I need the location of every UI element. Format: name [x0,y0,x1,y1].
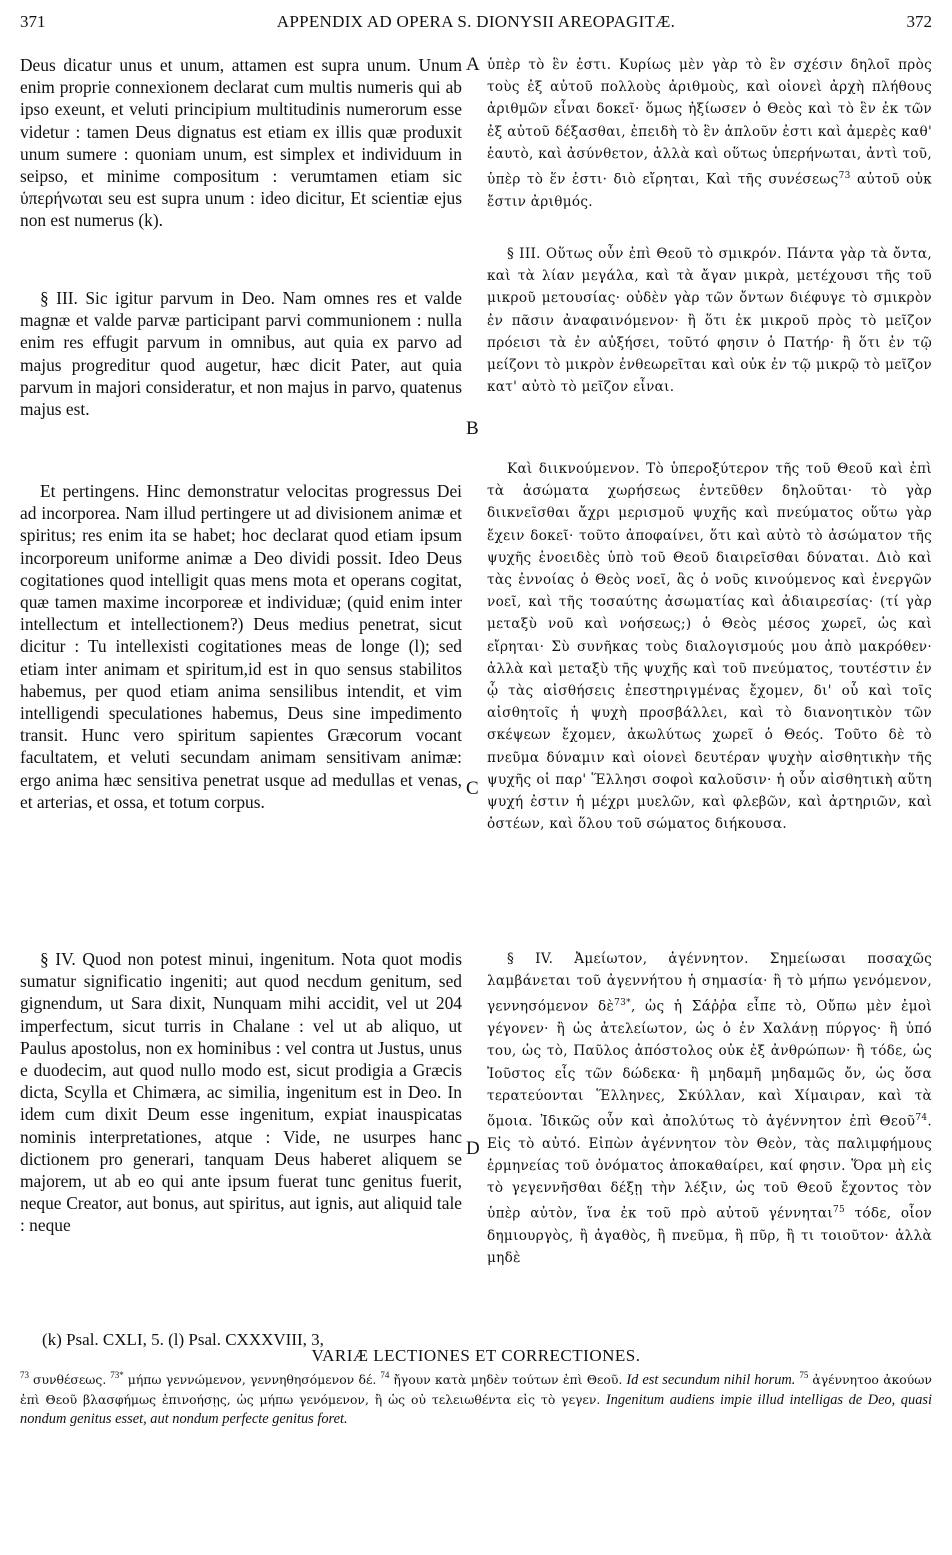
note-number: 75 [799,1370,809,1380]
latin-text: Deus dicatur unus et unum, attamen est supra unum. Unum enim proprie connexionem declarat cum multis numeris qui ab ipso exeunt, et veluti principium multitudinis numerorum esse videtur : tamen Deus dignatus est etiam ex illis quæ produxit unum sumere : quoniam unum, est simplex et individuum in seipso, et minime compositum : verumtamen etiam sic ὑπερήνωται seu est supra unum : ideo dicitur, Et scientiæ ejus non est numerus (k). [20,55,462,231]
note-text: μήπω γεννώμενον, γεννηθησόμενον δέ. [127,1371,377,1387]
variae-notes [20,1366,932,1429]
page-header [20,8,932,38]
latin-paragraph-3 [20,480,462,813]
note-latin: Ingenitum audiens impie illud intelligas de Deo, quasi nondum genitus esset, aut nondum perfecte genitus foret. [20,1391,932,1427]
greek-text: , ὡς ἡ Σάῤῥα εἶπε τὸ, Οὔπω μὲν ἐμοὶ γέγονεν· ἢ ὡς ἀτελείωτον, ὡς ὁ ἐν Χαλάνῃ πύργος· ἢ ὑπό του, ὡς τὸ, Παῦλος ἀπόστολος οὐκ ἐξ ἀνθρώπων· ἢ τόδε, ὡς Ἰοῦστος εἷς τῶν δώδεκα· ἢ μηδαμῆ μηδαμῶς ὄν, ὡς ὅσα τερατεύονται Ἕλληνες, Σκύλλαν, καὶ Χίμαιραν, καὶ τὰ ὅμοια. Ἰδικῶς οὖν καὶ ἀπολύτως τὸ ἀγέννητον ἐπὶ Θεοῦ [487,998,932,1130]
note-number: 73* [110,1370,124,1380]
margin-letter-a: A [466,54,480,75]
footnote-ref: 73* [614,998,631,1009]
note-text: ἀγέννητοο ἀκούων ἐπὶ Θεοῦ βλασφήμως ἐπινοήσῃς, ὡς μήπω γενόμενον, ἢ ὡς οὐ τελειωθέντα εἰς τὸ γεγεν. [20,1371,932,1407]
latin-paragraph-1 [20,54,462,232]
greek-paragraph-4 [487,948,932,1269]
margin-letter-c: C [466,778,479,799]
page-number-right: 372 [906,12,932,31]
greek-text: τόδε, οἷον δημιουργὸς, ἢ ἀγαθὸς, ἢ πνεῦμα, ἢ πῦρ, ἢ τι τοιοῦτον· ἀλλὰ μηδὲ [487,1205,933,1267]
footnote-ref: 75 [832,1205,846,1216]
greek-text: Καὶ διικνούμενον. Τὸ ὑπεροξύτερον τῆς τοῦ Θεοῦ καὶ ἐπὶ τὰ ἀσώματα χωρήσεως ἐντεῦθεν δηλοῦται· τὸ γὰρ διικνεῖσθαι ἄχρι μερισμοῦ ψυχῆς καὶ πνεύματος οὕτω γὰρ ἔχειν δοκεῖ· τοῦτο ἀποφαίνει, ὅτι καὶ αὐτὸ τὸ ἀσώματον τῆς ψυχῆς ἑνοειδὲς ὑπὸ τοῦ Θεοῦ διαιρεῖσθαι δύναται. Διὸ καὶ τὰς ἐννοίας ὁ Θεὸς νοεῖ, ἃς ὁ νοῦς κινούμενος καὶ ἐνεργῶν νοεῖ, καὶ τῆς τοσαύτης ἀσωματίας καὶ ἀδιαιρεσίας· (τί γὰρ μεταξὺ νοῦ καὶ νοήσεως;) ὁ Θεὸς μέσος χωρεῖ, ὡς καὶ εἴρηται· Σὺ συνῆκας τοὺς διαλογισμούς μου ἀπὸ μακρόθεν· ἀλλὰ καὶ μεταξὺ τῆς ψυχῆς καὶ τοῦ πνεύματος, τουτέστιν ἐν ᾧ τὰς αἰσθήσεις ἐπεστηριγμένας ἔχομεν, δι' οὗ καὶ τοῖς αἰσθητοῖς ἡ ψυχὴ προσβάλλει, καὶ τὸ διανοητικὸν τῶν σκέψεων ἔχομεν, ἀκωλύτως χωρεῖ ὁ Θεός. Τοῦτο δὲ τὸ πνεῦμα δύναμιν καὶ οἱονεὶ δευτέραν ψυχὴν αἰσθητικὴν τῆς ψυχῆς οἱ παρ' Ἕλλησι σοφοὶ καλοῦσιν· ἡ οὖν αἰσθητικὴ αὕτη ψυχή ἐστιν ἡ μέχρι μυελῶν, καὶ φλεβῶν, καὶ ἀρτηριῶν, καὶ ὀστέων, καὶ ὅλου τοῦ σώματος διήκουσα. [487,461,932,833]
note-text: ἤγουν κατὰ μηδὲν τούτων ἐπὶ Θεοῦ. [393,1371,623,1387]
note-number: 74 [380,1370,390,1380]
greek-text: αὐτοῦ οὐκ ἔστιν ἀριθμός. [487,171,932,210]
page-number-left: 371 [20,12,46,31]
margin-letter-d: D [466,1138,480,1159]
footnote-ref: 74 [915,1112,928,1123]
note-text: συνθέσεως. [33,1371,107,1387]
latin-text: Et pertingens. Hinc demonstratur velocitas progressus Dei ad incorporea. Nam illud pertingere ut ad divisionem animæ et spiritus; res enim ita se habet; hoc declarat quod etiam ipsum incorporeum uniforme animæ a Deo dividi possit. Ideo Deus cogitationes quod intelligit quas mens mota et operans cogitat, quæ tamen maxime incorporeæ et individuæ; (quid enim inter intellectum et intellectionem?) Deus medius penetrat, sicut dicitur : Tu intellexisti cogitationes meas de longe (l); sed etiam inter animam et spiritum,id est in quo sensus stabilitos habemus, per quod etiam anima sensilibus intendit, et vim intelligendi speculationes habemus, Deus sine impedimento transit. Hunc vero spiritum sapientes Græcorum vocant facultatem, et veluti secundam animam sensitivam animæ: ergo anima hæc sensitiva penetrat usque ad medullas et venas, et arterias, et ossa, et totum corpus. [20,481,462,812]
latin-paragraph-2 [20,287,462,420]
latin-text: § IV. Quod non potest minui, ingenitum. Nota quot modis sumatur significatio ingeniti; aut quod necdum genitum, sed gignendum, ut Sara dixit, Nunquam mihi accidit, vel ut 204 imperfectum, sicut turris in Chalane : vel ut ab aliquo, ut Paulus apostolus, non ex hominibus : vel contra ut Justus, unus e duodecim, aut quod nullo modo est, sicut prodigia a Græcis dicta, Scylla et Chimæra, ac similia, ingenitum est in Deo. In idem cum dixit Deum esse ingenitum, expiat inauspicatas nominis interpretationes, atque : Vide, ne usurpes hanc dictionem pro generari, tanquam Deus haberet aliquem se majorem, ut ab eo qui ante ipsum fuerat tunc genitus fuerit, neque Creator, aut bonus, aut spiritus, aut ignis, aut aliquid tale : neque [20,949,462,1236]
scripture-references: (k) Psal. CXLI, 5. (l) Psal. CXXXVIII, 3, [42,1330,324,1349]
latin-text: § III. Sic igitur parvum in Deo. Nam omnes res et valde magnæ et valde parvæ participant parvi communionem : nulla enim res effugit parvum in omnibus, aut quia ex parvo ad majus progreditur quod augetur, hæc dicit Pater, aut quia parvum in majori consideratur, et non majus in parvo, quatenus majus est. [20,288,462,420]
note-latin: Id est secundum nihil horum. [626,1371,796,1388]
greek-text: § III. Οὕτως οὖν ἐπὶ Θεοῦ τὸ σμικρόν. Πάντα γὰρ τὰ ὄντα, καὶ τὰ λίαν μεγάλα, καὶ τὰ ἄγαν μικρὰ, μετέχουσι τῆς τοῦ μικροῦ μετουσίας· οὐδὲν γὰρ τῶν ὄντων διέφυγε τὸ σμικρὸν ἐν πᾶσιν ἀναφαινόμενον· ἢ ὅτι ἐκ μικροῦ πρὸς τὸ μεῖζον πρόεισι τὰ ἐν αὐξήσει, τοῦτό φησιν ὁ Πατήρ· ἢ ὅτι ἐν τῷ μείζονι τὸ μικρὸν ἐνθεωρεῖται καὶ οὐκ ἐν τῷ μικρῷ τὸ μεῖζον κατ' αὐτὸ τὸ μεῖζον εἶναι. [487,246,932,396]
greek-text: . Εἰς τὸ αὐτό. Εἰπὼν ἀγέννητον τὸν Θεὸν, τὰς παλιμφήμους ἑρμηνείας τοῦ ὀνόματος ἀποκαθαίρει, καί φησιν. Ὅρα μὴ εἰς τὸ γεγεννῆσθαι δέξῃ τὴν λέξιν, ὡς τοῦ Θεοῦ ἔχοντος τὸν ὑπὲρ αὐτὸν, ἵνα ἐκ τοῦ πρὸ αὐτοῦ γέννηται [487,1113,932,1222]
variae-title: VARIÆ LECTIONES ET CORRECTIONES. [311,1346,641,1365]
note-number: 73 [20,1370,29,1380]
greek-text: ὑπὲρ τὸ ἓν ἐστι. Κυρίως μὲν γὰρ τὸ ἓν σχέσιν δηλοῖ πρὸς τοὺς ἐξ αὐτοῦ πολλοὺς ἀριθμοὺς, καὶ οἱονεὶ ἀρχὴ πλήθους ἀριθμῶν εἶναι δοκεῖ· ὅμως ἠξίωσεν ὁ Θεὸς καὶ τὸ ἓν ἐκ τῶν ἐξ αὐτοῦ δέξασθαι, ἐπειδὴ τὸ ἓν ἁπλοῦν ἐστι καὶ ἀμερὲς καθ' ἑαυτὸ, καὶ ἀσύνθετον, ἀλλὰ καὶ οὕτως ὑπερήνωται, ἀντὶ τοῦ, ὑπὲρ τὸ ἕν ἐστι· διὸ εἴρηται, Καὶ τῆς συνέσεως [487,57,932,188]
greek-paragraph-3 [487,458,932,835]
latin-paragraph-4 [20,948,462,1237]
margin-letter-b: B [466,418,479,439]
footnote-ref: 73 [838,171,851,182]
greek-paragraph-2 [487,243,932,398]
greek-paragraph-1 [487,54,932,213]
greek-text: § IV. Ἀμείωτον, ἀγέννητον. Σημείωσαι ποσαχῶς λαμβάνεται τοῦ ἀγεννήτου ἡ σημασία· ἢ τὸ μήπω γενόμενον, γεννησόμενον δὲ [487,951,932,1015]
running-title: APPENDIX AD OPERA S. DIONYSII AREOPAGITÆ. [276,12,676,31]
